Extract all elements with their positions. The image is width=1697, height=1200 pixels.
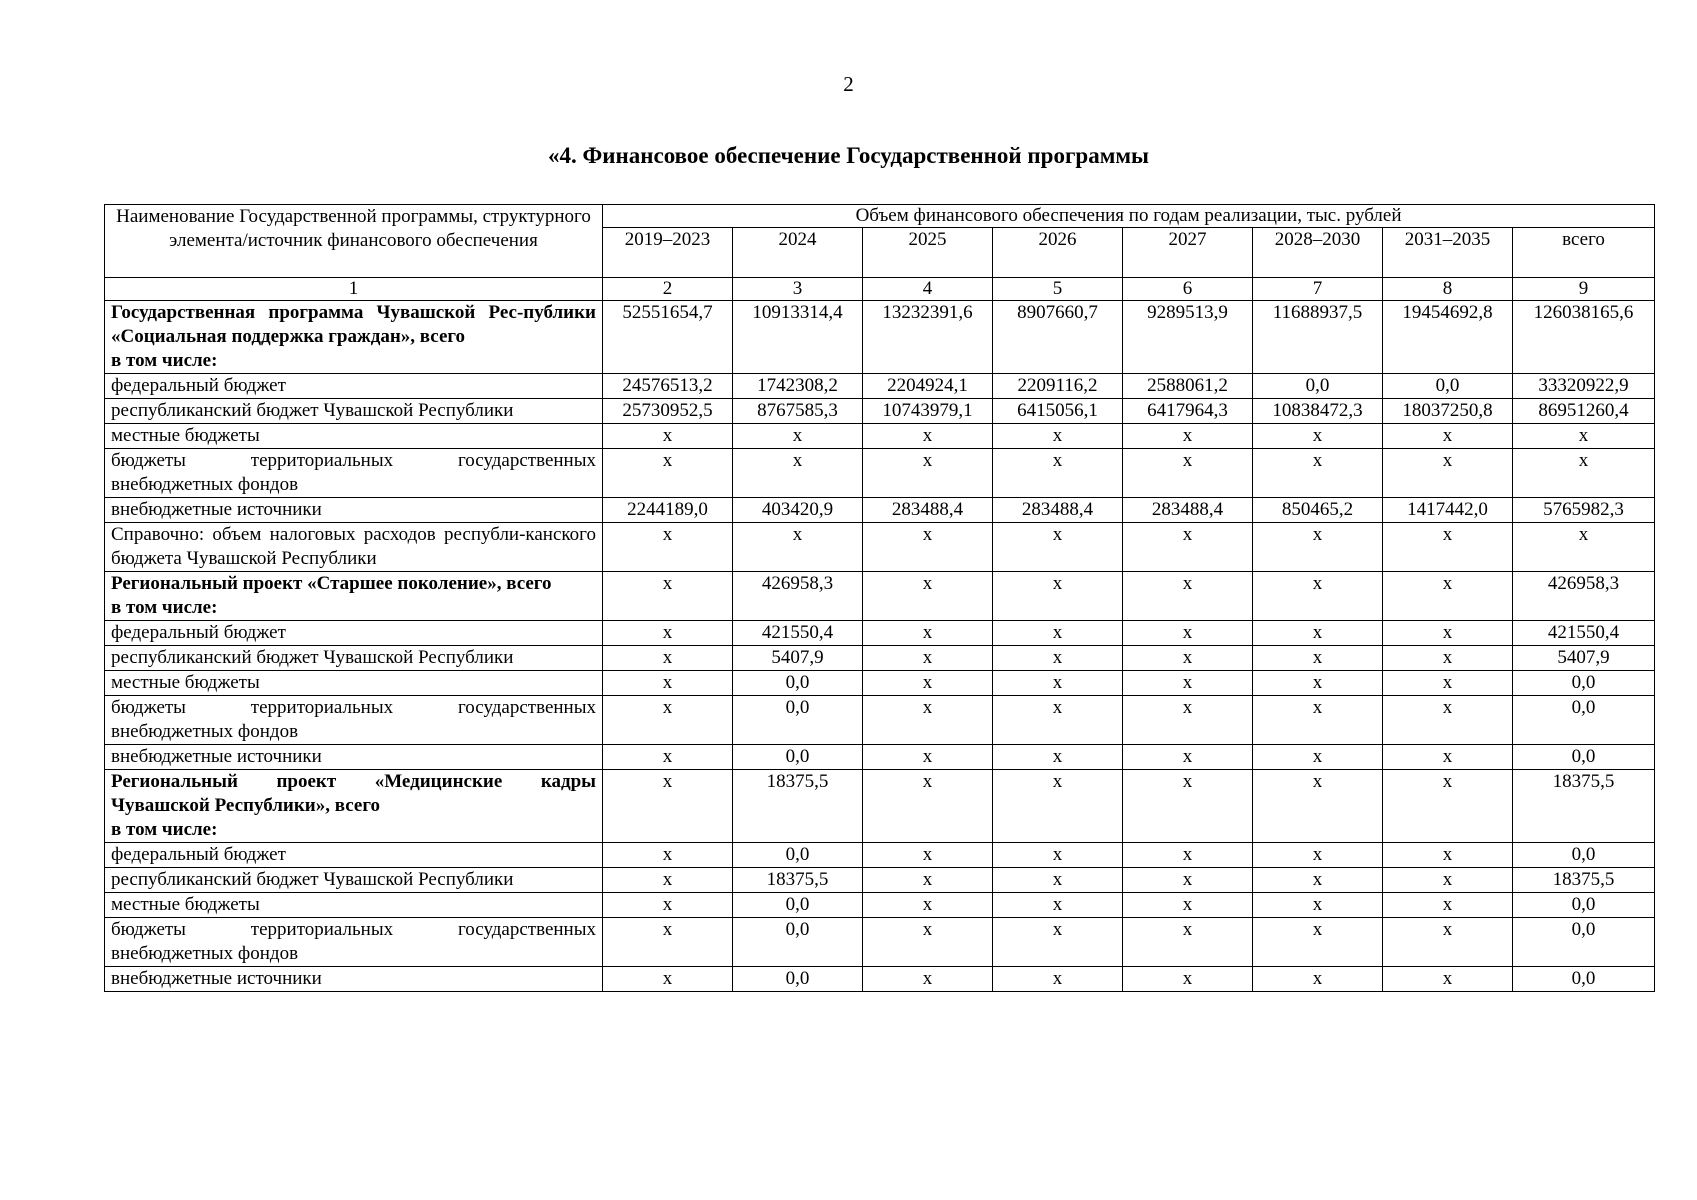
row-name: местные бюджеты xyxy=(111,672,260,693)
value-cell: x xyxy=(1123,770,1253,843)
value-cell: x xyxy=(1123,868,1253,893)
value-cell: x xyxy=(993,646,1123,671)
value-cell: x xyxy=(603,572,733,621)
value-cell: x xyxy=(1123,843,1253,868)
value-cell: 0,0 xyxy=(733,893,863,918)
value-cell: x xyxy=(1123,523,1253,572)
value-cell: x xyxy=(1383,424,1513,449)
value-cell: x xyxy=(1123,967,1253,992)
value-cell: 283488,4 xyxy=(1123,498,1253,523)
column-number-cell: 9 xyxy=(1513,278,1655,301)
value-cell: 421550,4 xyxy=(733,621,863,646)
value-cell: x xyxy=(603,671,733,696)
value-cell: 2204924,1 xyxy=(863,374,993,399)
value-cell: x xyxy=(993,843,1123,868)
row-name: Государственная программа Чувашской Рес-публики «Социальная поддержка граждан», всего xyxy=(111,302,596,347)
table-row xyxy=(105,374,1655,399)
value-cell: x xyxy=(603,770,733,843)
value-cell: x xyxy=(603,523,733,572)
value-cell: x xyxy=(993,745,1123,770)
value-cell: 0,0 xyxy=(1513,843,1655,868)
value-cell: x xyxy=(603,424,733,449)
table-row xyxy=(105,671,1655,696)
value-cell: 5407,9 xyxy=(733,646,863,671)
value-cell: x xyxy=(863,967,993,992)
value-cell: x xyxy=(993,449,1123,498)
value-cell: 0,0 xyxy=(733,918,863,967)
row-name: Справочно: объем налоговых расходов республи-канского бюджета Чувашской Республики xyxy=(111,524,596,569)
value-cell: x xyxy=(863,893,993,918)
value-cell: 0,0 xyxy=(1253,374,1383,399)
value-cell: x xyxy=(1253,967,1383,992)
row-name: внебюджетные источники xyxy=(111,499,322,520)
header-year-cell: 2025 xyxy=(863,228,993,278)
value-cell: 18375,5 xyxy=(1513,868,1655,893)
column-number-cell: 2 xyxy=(603,278,733,301)
value-cell: x xyxy=(1123,572,1253,621)
value-cell: x xyxy=(1383,523,1513,572)
value-cell: 283488,4 xyxy=(993,498,1123,523)
value-cell: x xyxy=(863,770,993,843)
header-year-cell: 2026 xyxy=(993,228,1123,278)
table-row xyxy=(105,572,1655,621)
column-number-cell: 4 xyxy=(863,278,993,301)
value-cell: x xyxy=(603,745,733,770)
value-cell: x xyxy=(863,745,993,770)
value-cell: x xyxy=(1123,893,1253,918)
value-cell: x xyxy=(603,449,733,498)
value-cell: 2244189,0 xyxy=(603,498,733,523)
value-cell: x xyxy=(1383,696,1513,745)
table-row xyxy=(105,868,1655,893)
row-name: федеральный бюджет xyxy=(111,844,286,865)
value-cell: x xyxy=(603,918,733,967)
table-row xyxy=(105,967,1655,992)
header-row-group xyxy=(105,205,1655,228)
value-cell: 0,0 xyxy=(733,745,863,770)
value-cell: x xyxy=(733,449,863,498)
value-cell: 9289513,9 xyxy=(1123,301,1253,374)
table-row xyxy=(105,745,1655,770)
value-cell: 403420,9 xyxy=(733,498,863,523)
value-cell: x xyxy=(1253,893,1383,918)
table-row xyxy=(105,424,1655,449)
value-cell: x xyxy=(1123,646,1253,671)
value-cell: x xyxy=(863,696,993,745)
value-cell: x xyxy=(863,868,993,893)
value-cell: x xyxy=(1253,449,1383,498)
value-cell: x xyxy=(1253,696,1383,745)
row-name-cell xyxy=(105,893,603,918)
value-cell: 0,0 xyxy=(733,696,863,745)
row-name-cell xyxy=(105,646,603,671)
header-group-cell: Объем финансового обеспечения по годам реализации, тыс. рублей xyxy=(603,205,1655,228)
value-cell: 0,0 xyxy=(733,843,863,868)
value-cell: 8907660,7 xyxy=(993,301,1123,374)
value-cell: x xyxy=(1513,449,1655,498)
column-number-cell: 8 xyxy=(1383,278,1513,301)
value-cell: 13232391,6 xyxy=(863,301,993,374)
row-name-cell xyxy=(105,424,603,449)
row-name-cell xyxy=(105,523,603,572)
row-name-cell xyxy=(105,374,603,399)
value-cell: x xyxy=(1383,449,1513,498)
value-cell: x xyxy=(863,671,993,696)
value-cell: 18375,5 xyxy=(1513,770,1655,843)
value-cell: x xyxy=(863,424,993,449)
value-cell: x xyxy=(603,868,733,893)
value-cell: x xyxy=(1383,770,1513,843)
row-subtitle: в том числе: xyxy=(111,350,218,371)
value-cell: 5765982,3 xyxy=(1513,498,1655,523)
column-numbers-row xyxy=(105,278,1655,301)
row-name: Региональный проект «Медицинские кадры Чувашской Республики», всего xyxy=(111,771,596,816)
table-row xyxy=(105,696,1655,745)
value-cell: x xyxy=(603,646,733,671)
row-name: местные бюджеты xyxy=(111,894,260,915)
row-name-cell xyxy=(105,770,603,843)
value-cell: 6415056,1 xyxy=(993,399,1123,424)
row-name: бюджеты территориальных государственных внебюджетных фондов xyxy=(111,697,596,742)
value-cell: x xyxy=(863,621,993,646)
row-subtitle: в том числе: xyxy=(111,819,218,840)
value-cell: x xyxy=(993,868,1123,893)
header-year-cell: 2028–2030 xyxy=(1253,228,1383,278)
value-cell: x xyxy=(1123,745,1253,770)
column-number-cell: 5 xyxy=(993,278,1123,301)
value-cell: x xyxy=(1253,843,1383,868)
financing-table xyxy=(104,204,1655,992)
value-cell: x xyxy=(1383,572,1513,621)
value-cell: x xyxy=(603,893,733,918)
value-cell: x xyxy=(1383,967,1513,992)
table-row xyxy=(105,301,1655,374)
table-row xyxy=(105,893,1655,918)
value-cell: x xyxy=(733,523,863,572)
row-name: внебюджетные источники xyxy=(111,746,322,767)
value-cell: x xyxy=(863,843,993,868)
header-year-cell: 2031–2035 xyxy=(1383,228,1513,278)
row-name-cell xyxy=(105,399,603,424)
value-cell: 24576513,2 xyxy=(603,374,733,399)
value-cell: 2209116,2 xyxy=(993,374,1123,399)
row-name: внебюджетные источники xyxy=(111,968,322,989)
value-cell: 426958,3 xyxy=(1513,572,1655,621)
row-name: республиканский бюджет Чувашской Республики xyxy=(111,400,514,421)
value-cell: x xyxy=(863,449,993,498)
value-cell: 0,0 xyxy=(733,671,863,696)
value-cell: 850465,2 xyxy=(1253,498,1383,523)
table-row xyxy=(105,843,1655,868)
value-cell: 0,0 xyxy=(1513,918,1655,967)
value-cell: x xyxy=(863,646,993,671)
value-cell: x xyxy=(1123,449,1253,498)
value-cell: 0,0 xyxy=(1513,671,1655,696)
value-cell: x xyxy=(863,523,993,572)
value-cell: x xyxy=(993,621,1123,646)
value-cell: 86951260,4 xyxy=(1513,399,1655,424)
value-cell: x xyxy=(1383,745,1513,770)
value-cell: x xyxy=(1253,918,1383,967)
value-cell: 8767585,3 xyxy=(733,399,863,424)
row-name: Региональный проект «Старшее поколение», всего xyxy=(111,573,552,594)
value-cell: x xyxy=(993,770,1123,843)
value-cell: 52551654,7 xyxy=(603,301,733,374)
value-cell: 18375,5 xyxy=(733,868,863,893)
row-name-cell xyxy=(105,745,603,770)
row-name-cell xyxy=(105,498,603,523)
row-name: республиканский бюджет Чувашской Республики xyxy=(111,647,514,668)
value-cell: x xyxy=(1383,671,1513,696)
value-cell: x xyxy=(603,621,733,646)
value-cell: x xyxy=(993,424,1123,449)
value-cell: 2588061,2 xyxy=(1123,374,1253,399)
value-cell: 33320922,9 xyxy=(1513,374,1655,399)
table-row xyxy=(105,523,1655,572)
value-cell: x xyxy=(603,967,733,992)
value-cell: x xyxy=(603,696,733,745)
value-cell: x xyxy=(993,572,1123,621)
value-cell: x xyxy=(993,523,1123,572)
row-name-cell xyxy=(105,967,603,992)
value-cell: x xyxy=(993,967,1123,992)
row-name-cell xyxy=(105,301,603,374)
row-name: бюджеты территориальных государственных внебюджетных фондов xyxy=(111,919,596,964)
value-cell: x xyxy=(1253,646,1383,671)
row-name-cell xyxy=(105,696,603,745)
table-row xyxy=(105,449,1655,498)
table-row xyxy=(105,399,1655,424)
row-name: республиканский бюджет Чувашской Республики xyxy=(111,869,514,890)
table-row xyxy=(105,770,1655,843)
row-name: местные бюджеты xyxy=(111,425,260,446)
section-title: «4. Финансовое обеспечение Государственной программы xyxy=(548,143,1149,168)
value-cell: 0,0 xyxy=(1513,893,1655,918)
value-cell: 283488,4 xyxy=(863,498,993,523)
value-cell: x xyxy=(1253,523,1383,572)
value-cell: 0,0 xyxy=(733,967,863,992)
value-cell: 5407,9 xyxy=(1513,646,1655,671)
row-name: бюджеты территориальных государственных внебюджетных фондов xyxy=(111,450,596,495)
value-cell: 6417964,3 xyxy=(1123,399,1253,424)
row-name-cell xyxy=(105,868,603,893)
value-cell: x xyxy=(1123,671,1253,696)
value-cell: x xyxy=(1253,572,1383,621)
header-name-cell: Наименование Государственной программы, структурного элемента/источник финансового обеспечения xyxy=(105,205,603,278)
value-cell: 10913314,4 xyxy=(733,301,863,374)
value-cell: x xyxy=(863,572,993,621)
table-row xyxy=(105,621,1655,646)
value-cell: x xyxy=(1253,621,1383,646)
value-cell: x xyxy=(1513,424,1655,449)
value-cell: 426958,3 xyxy=(733,572,863,621)
value-cell: 0,0 xyxy=(1383,374,1513,399)
column-number-cell: 1 xyxy=(105,278,603,301)
header-year-cell: 2024 xyxy=(733,228,863,278)
value-cell: 0,0 xyxy=(1513,696,1655,745)
column-number-cell: 6 xyxy=(1123,278,1253,301)
value-cell: x xyxy=(1383,646,1513,671)
value-cell: x xyxy=(1513,523,1655,572)
value-cell: x xyxy=(1253,671,1383,696)
value-cell: 421550,4 xyxy=(1513,621,1655,646)
value-cell: x xyxy=(1253,745,1383,770)
column-number-cell: 3 xyxy=(733,278,863,301)
value-cell: 18037250,8 xyxy=(1383,399,1513,424)
value-cell: x xyxy=(733,424,863,449)
value-cell: x xyxy=(603,843,733,868)
value-cell: 0,0 xyxy=(1513,967,1655,992)
value-cell: x xyxy=(993,671,1123,696)
value-cell: 10743979,1 xyxy=(863,399,993,424)
value-cell: x xyxy=(993,918,1123,967)
header-year-cell: 2019–2023 xyxy=(603,228,733,278)
value-cell: x xyxy=(993,893,1123,918)
value-cell: 1742308,2 xyxy=(733,374,863,399)
table-row xyxy=(105,918,1655,967)
row-subtitle: в том числе: xyxy=(111,597,218,618)
row-name-cell xyxy=(105,671,603,696)
value-cell: 0,0 xyxy=(1513,745,1655,770)
value-cell: x xyxy=(1383,621,1513,646)
value-cell: x xyxy=(1253,770,1383,843)
page-number: 2 xyxy=(843,72,854,96)
value-cell: 1417442,0 xyxy=(1383,498,1513,523)
value-cell: 18375,5 xyxy=(733,770,863,843)
value-cell: x xyxy=(1253,868,1383,893)
value-cell: x xyxy=(993,696,1123,745)
row-name-cell xyxy=(105,621,603,646)
value-cell: x xyxy=(1123,621,1253,646)
table-row xyxy=(105,498,1655,523)
row-name: федеральный бюджет xyxy=(111,622,286,643)
row-name: федеральный бюджет xyxy=(111,375,286,396)
value-cell: x xyxy=(863,918,993,967)
table-row xyxy=(105,646,1655,671)
value-cell: x xyxy=(1253,424,1383,449)
value-cell: x xyxy=(1123,696,1253,745)
row-name-cell xyxy=(105,843,603,868)
header-year-cell: 2027 xyxy=(1123,228,1253,278)
value-cell: 11688937,5 xyxy=(1253,301,1383,374)
value-cell: 126038165,6 xyxy=(1513,301,1655,374)
value-cell: 19454692,8 xyxy=(1383,301,1513,374)
row-name-cell xyxy=(105,449,603,498)
column-number-cell: 7 xyxy=(1253,278,1383,301)
value-cell: x xyxy=(1123,424,1253,449)
row-name-cell xyxy=(105,918,603,967)
value-cell: x xyxy=(1383,918,1513,967)
value-cell: x xyxy=(1123,918,1253,967)
header-year-cell: всего xyxy=(1513,228,1655,278)
value-cell: x xyxy=(1383,843,1513,868)
value-cell: 10838472,3 xyxy=(1253,399,1383,424)
value-cell: x xyxy=(1383,868,1513,893)
row-name-cell xyxy=(105,572,603,621)
value-cell: x xyxy=(1383,893,1513,918)
value-cell: 25730952,5 xyxy=(603,399,733,424)
